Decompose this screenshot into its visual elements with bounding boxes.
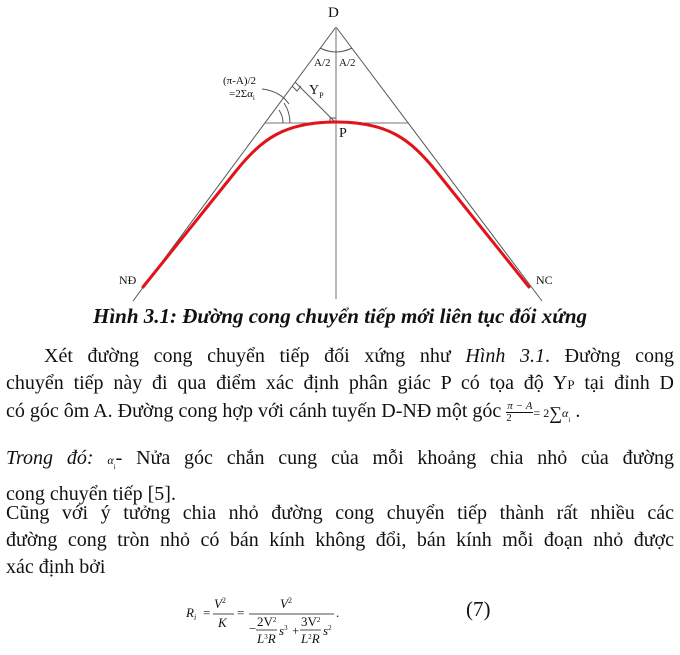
p3-line-3: xác định bởi bbox=[6, 556, 106, 578]
p3-line-2: đường cong tròn nhỏ có bán kính không đổi, bán kính mỗi đoạn nhỏ được bbox=[6, 529, 674, 551]
eq-f2-num: V bbox=[280, 596, 288, 611]
label-half-angle-right: A/2 bbox=[339, 57, 356, 69]
eq-equals-2: = bbox=[237, 605, 245, 620]
eq-f1-den: K bbox=[218, 615, 227, 630]
eq-f1-num-sup: 2 bbox=[221, 596, 226, 605]
p1-end-period: . bbox=[570, 400, 581, 422]
figure-transition-curve bbox=[0, 0, 680, 305]
fraction-numerator: π − A bbox=[507, 399, 533, 412]
eq-t1-num: 2V bbox=[257, 614, 273, 629]
alpha-symbol: α bbox=[562, 406, 569, 420]
svg-text:L3R bbox=[256, 631, 276, 646]
eq-t2-num: 3V bbox=[301, 614, 317, 629]
eq-t2-var-sup: 2 bbox=[328, 624, 332, 632]
svg-text:2V2 bbox=[257, 614, 277, 629]
p1-text-a: Xét đường cong chuyển tiếp đối xứng như bbox=[44, 345, 466, 367]
eq-plus: + bbox=[292, 623, 300, 638]
svg-text:s3 bbox=[279, 623, 288, 638]
alpha-subscript: i bbox=[568, 416, 571, 424]
tangent-right bbox=[336, 27, 542, 301]
eq-t2-var: s bbox=[323, 623, 329, 638]
label-angle-formula-1: (π-A)/2 bbox=[223, 75, 257, 87]
eq-t1-sign: − bbox=[249, 621, 257, 636]
eq-t2-num-sup: 2 bbox=[316, 616, 321, 624]
angle-formula-sub: i bbox=[252, 94, 255, 103]
eq-t2-den-b: R bbox=[311, 631, 320, 646]
eq-period: . bbox=[336, 605, 340, 620]
figure-reference: Hình 3.1 bbox=[465, 345, 545, 367]
p1-line-2-text: chuyển tiếp này đi qua điểm xác định phân giác P có tọa độ Y bbox=[6, 372, 568, 394]
eq-t1-den-b: R bbox=[267, 631, 276, 646]
p1-line-3-text: có góc ôm A. Đường cong hợp với cánh tuyến D-NĐ một góc bbox=[6, 400, 507, 422]
diagram-svg bbox=[0, 0, 680, 305]
equation-number: (7) bbox=[466, 597, 491, 621]
inline-fraction bbox=[506, 401, 533, 424]
eq-t2-den: L bbox=[301, 631, 309, 646]
eq-equals-1: = bbox=[203, 605, 211, 620]
p1-line-3 bbox=[6, 398, 674, 434]
label-apex-d: D bbox=[328, 5, 339, 21]
label-end-nc: NC bbox=[536, 273, 553, 287]
label-half-angle-left: A/2 bbox=[314, 57, 331, 69]
p2-alpha-sub: i bbox=[113, 463, 116, 471]
fraction-denominator: 2 bbox=[506, 411, 512, 424]
eq-lhs: R bbox=[186, 605, 194, 620]
angle-formula-text: =2Σα bbox=[229, 88, 253, 100]
figure-caption: Hình 3.1: Đường cong chuyển tiếp mới liên tục đối xứng bbox=[93, 304, 587, 328]
p3-line-1: Cũng với ý tưởng chia nhỏ đường cong chuyển tiếp thành rất nhiều các bbox=[6, 502, 674, 524]
eq-lhs-sub: i bbox=[193, 613, 197, 622]
p2-line-1-text: - Nửa góc chắn cung của mỗi khoảng chia nhỏ của đường bbox=[115, 447, 674, 469]
label-yp bbox=[309, 84, 324, 100]
p2-line-2: cong chuyển tiếp [5]. bbox=[6, 483, 176, 505]
svg-text:V2 bbox=[280, 596, 292, 611]
label-point-p: P bbox=[339, 126, 347, 141]
svg-text:Ri bbox=[186, 605, 196, 622]
eq-f1-num: V bbox=[214, 596, 222, 611]
p1-line-1 bbox=[6, 343, 674, 370]
svg-text:s2 bbox=[323, 623, 332, 638]
eq-t1-var: s bbox=[279, 623, 285, 638]
svg-text:V2 bbox=[214, 596, 226, 611]
p1-text-b: . Đường cong bbox=[544, 345, 674, 367]
p1-line-2 bbox=[6, 370, 674, 398]
eq-t1-den-sup: 3 bbox=[264, 633, 268, 641]
svg-text:L2R bbox=[300, 631, 320, 646]
eq-t2-den-sup: 2 bbox=[308, 633, 312, 641]
paragraph-2 bbox=[6, 445, 674, 508]
label-angle-formula-2 bbox=[229, 89, 255, 102]
yp-subscript: P bbox=[567, 377, 575, 392]
yp-text: Y bbox=[309, 83, 320, 98]
label-start-nd: NĐ bbox=[119, 273, 137, 287]
equation-svg bbox=[186, 590, 606, 650]
eq-t1-num-sup: 2 bbox=[272, 616, 277, 624]
eq-f2-num-sup: 2 bbox=[287, 596, 292, 605]
inline-equals: = 2 bbox=[533, 406, 550, 420]
p2-line-1 bbox=[6, 445, 674, 481]
eq-t1-var-sup: 3 bbox=[284, 624, 288, 632]
p2-lead: Trong đó: bbox=[6, 447, 94, 469]
equation-7 bbox=[186, 590, 606, 650]
p2-alpha: α bbox=[107, 453, 114, 467]
angle-arc-inner bbox=[279, 110, 283, 123]
paragraph-1 bbox=[6, 343, 674, 434]
angle-arc-outer bbox=[284, 103, 290, 123]
yp-sub: P bbox=[319, 90, 324, 100]
sigma-symbol: ∑ bbox=[549, 403, 563, 423]
paragraph-3 bbox=[6, 500, 674, 581]
p1-line-2-end: tại đỉnh D bbox=[574, 372, 674, 394]
eq-t1-den: L bbox=[257, 631, 265, 646]
svg-text:3V2 bbox=[301, 614, 321, 629]
